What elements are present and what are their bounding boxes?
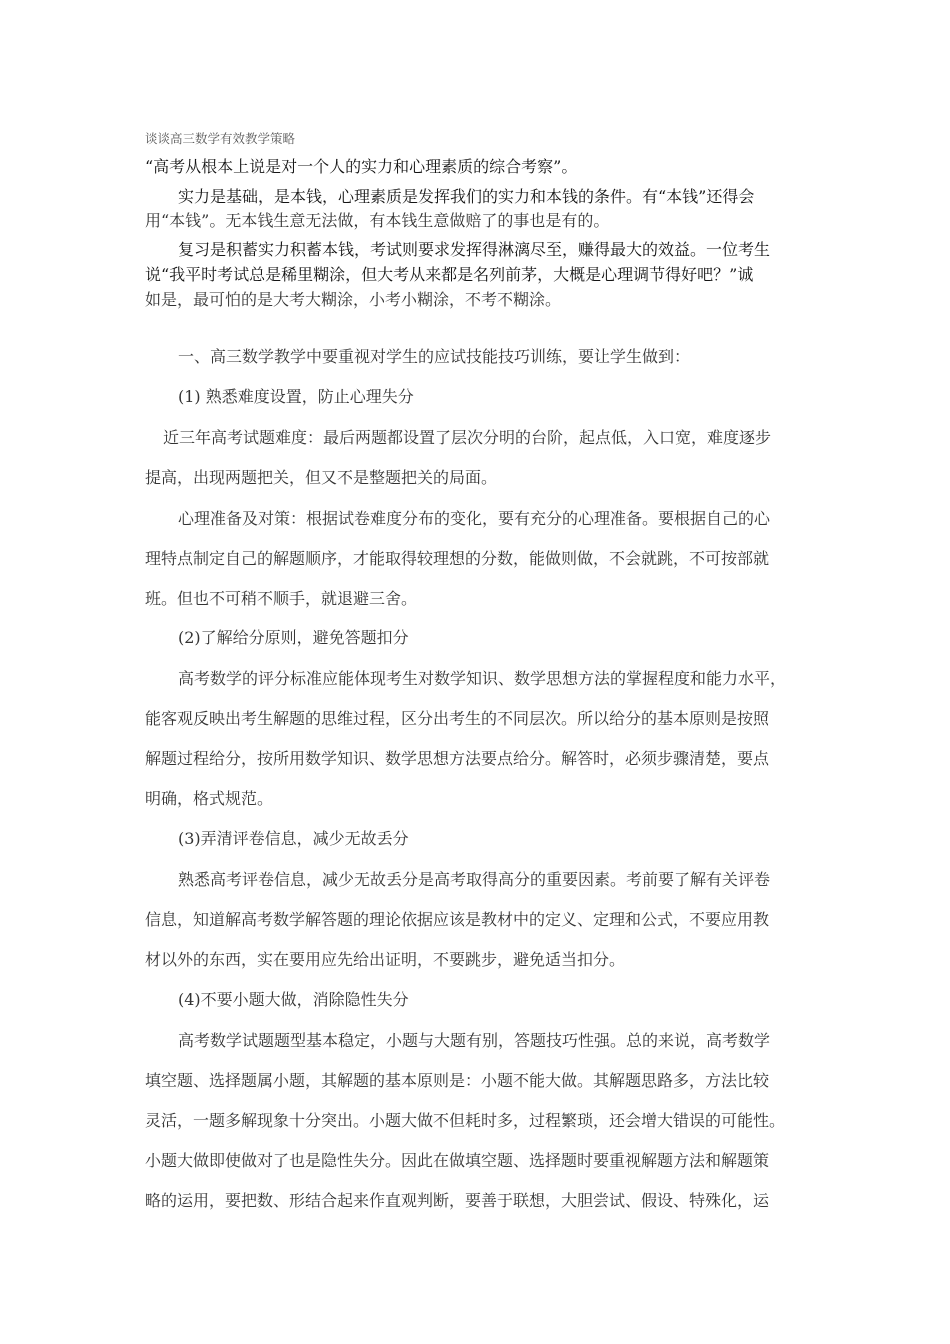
paragraph-line: 如是，最可怕的是大考大糊涂，小考小糊涂，不考不糊涂。 (145, 290, 562, 309)
paragraph-line: 填空题、选择题属小题，其解题的基本原则是：小题不能大做。其解题思路多，方法比较 (145, 1071, 770, 1090)
subsection-heading: (2)了解给分原则，避免答题扣分 (178, 628, 409, 647)
paragraph-line: 说“我平时考试总是稀里糊涂，但大考从来都是名列前茅，大概是心理调节得好吧？”诚 (145, 265, 754, 284)
paragraph-line: “高考从根本上说是对一个人的实力和心理素质的综合考察”。 (145, 157, 578, 176)
paragraph-line: 小题大做即使做对了也是隐性失分。因此在做填空题、选择题时要重视解题方法和解题策 (145, 1151, 770, 1170)
paragraph-line: 近三年高考试题难度：最后两题都设置了层次分明的台阶，起点低，入口宽，难度逐步 (163, 428, 772, 447)
document-title: 谈谈高三数学有效教学策略 (145, 131, 296, 146)
paragraph-line: 明确，格式规范。 (145, 789, 274, 808)
paragraph-line: 熟悉高考评卷信息，减少无故丢分是高考取得高分的重要因素。考前要了解有关评卷 (178, 870, 771, 889)
section-heading: 一、高三数学教学中要重视对学生的应试技能技巧训练，要让学生做到： (178, 347, 691, 366)
subsection-heading: (4)不要小题大做，消除隐性失分 (178, 990, 409, 1009)
paragraph-line: 班。但也不可稍不顺手，就退避三舍。 (145, 589, 418, 608)
paragraph-line: 解题过程给分，按所用数学知识、数学思想方法要点给分。解答时，必须步骤清楚，要点 (145, 749, 770, 768)
paragraph-line: 实力是基础，是本钱，心理素质是发挥我们的实力和本钱的条件。有“本钱”还得会 (178, 187, 755, 206)
paragraph-line: 心理准备及对策：根据试卷难度分布的变化，要有充分的心理准备。要根据自己的心 (178, 509, 771, 528)
paragraph-line: 高考数学试题题型基本稳定，小题与大题有别，答题技巧性强。总的来说，高考数学 (178, 1031, 771, 1050)
paragraph-line: 信息，知道解高考数学解答题的理论依据应该是教材中的定义、定理和公式，不要应用教 (145, 910, 770, 929)
paragraph-line: 能客观反映出考生解题的思维过程，区分出考生的不同层次。所以给分的基本原则是按照 (145, 709, 770, 728)
paragraph-line: 复习是积蓄实力积蓄本钱，考试则要求发挥得淋漓尽至，赚得最大的效益。一位考生 (178, 240, 771, 259)
subsection-heading: (3)弄清评卷信息，减少无故丢分 (178, 829, 409, 848)
subsection-heading: (1) 熟悉难度设置，防止心理失分 (178, 387, 414, 406)
paragraph-line: 灵活，一题多解现象十分突出。小题大做不但耗时多，过程繁琐，还会增大错误的可能性。 (145, 1111, 786, 1130)
paragraph-line: 略的运用，要把数、形结合起来作直观判断，要善于联想，大胆尝试、假设、特殊化，运 (145, 1191, 770, 1210)
paragraph-line: 理特点制定自己的解题顺序，才能取得较理想的分数，能做则做，不会就跳，不可按部就 (145, 549, 770, 568)
paragraph-line: 高考数学的评分标准应能体现考生对数学知识、数学思想方法的掌握程度和能力水平， (178, 669, 787, 688)
paragraph-line: 提高，出现两题把关，但又不是整题把关的局面。 (145, 468, 498, 487)
paragraph-line: 用“本钱”。无本钱生意无法做，有本钱生意做赔了的事也是有的。 (145, 211, 610, 230)
paragraph-line: 材以外的东西，实在要用应先给出证明，不要跳步，避免适当扣分。 (145, 950, 626, 969)
